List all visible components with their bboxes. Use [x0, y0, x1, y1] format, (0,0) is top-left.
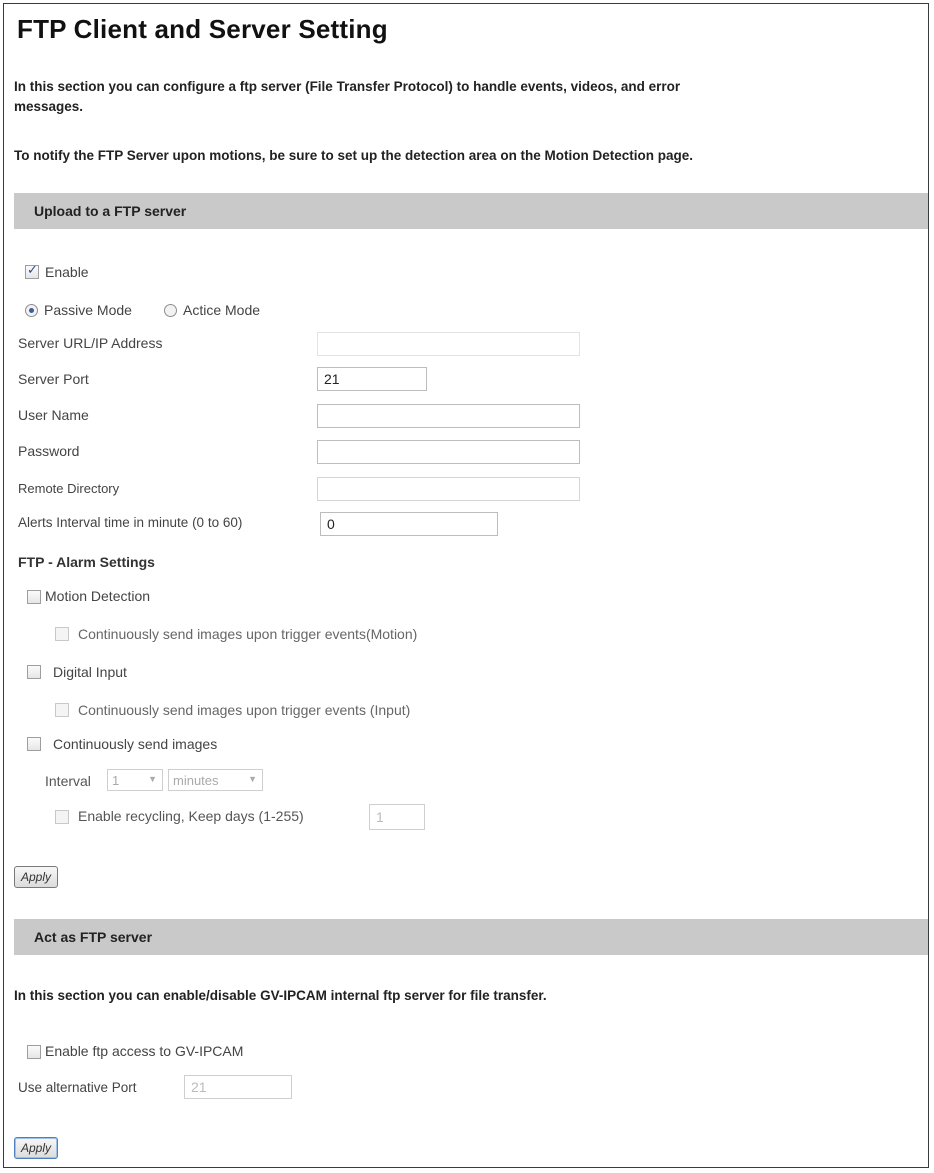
alerts-interval-label: Alerts Interval time in minute (0 to 60) — [18, 515, 243, 530]
upload-section-title: Upload to a FTP server — [34, 203, 187, 219]
enable-ftp-access-label: Enable ftp access to GV-IPCAM — [45, 1043, 244, 1059]
enable-recycling-checkbox[interactable] — [55, 810, 69, 824]
remote-directory-input[interactable] — [317, 477, 580, 501]
remote-directory-label: Remote Directory — [18, 481, 120, 496]
active-mode-radio[interactable] — [164, 304, 177, 317]
chevron-down-icon: ▼ — [248, 774, 257, 784]
input-continuous-checkbox[interactable] — [55, 703, 69, 717]
server-section-header — [14, 919, 928, 955]
server-url-input[interactable] — [317, 332, 580, 356]
recycling-days-input[interactable] — [369, 804, 425, 830]
alerts-interval-input[interactable] — [320, 512, 498, 536]
digital-input-label: Digital Input — [53, 664, 127, 680]
interval-label: Interval — [45, 773, 91, 789]
alternative-port-label: Use alternative Port — [18, 1080, 137, 1095]
continuous-send-checkbox[interactable] — [27, 737, 41, 751]
server-section-title: Act as FTP server — [34, 929, 153, 945]
server-url-label: Server URL/IP Address — [18, 335, 163, 351]
ftp-alarm-settings-heading: FTP - Alarm Settings — [18, 554, 155, 570]
user-name-label: User Name — [18, 407, 89, 423]
input-continuous-label: Continuously send images upon trigger events (Input) — [78, 702, 411, 718]
continuous-send-label: Continuously send images — [53, 736, 218, 752]
interval-unit-select[interactable] — [168, 769, 263, 791]
alternative-port-input[interactable] — [184, 1075, 292, 1099]
motion-notice-text: To notify the FTP Server upon motions, be sure to set up the detection area on the Motion Detection page. — [14, 148, 694, 163]
motion-continuous-label: Continuously send images upon trigger events(Motion) — [78, 626, 418, 642]
passive-mode-radio[interactable] — [25, 304, 38, 317]
server-port-input[interactable] — [317, 367, 427, 391]
enable-upload-checkbox[interactable] — [25, 265, 39, 279]
motion-detection-label: Motion Detection — [45, 588, 151, 604]
enable-upload-label: Enable — [45, 264, 89, 280]
password-label: Password — [18, 443, 80, 459]
server-intro-text: In this section you can enable/disable GV-IPCAM internal ftp server for file transfer. — [14, 988, 547, 1003]
password-input[interactable] — [317, 440, 580, 464]
active-mode-label: Actice Mode — [183, 302, 261, 318]
chevron-down-icon: ▼ — [148, 774, 157, 784]
user-name-input[interactable] — [317, 404, 580, 428]
motion-continuous-checkbox[interactable] — [55, 627, 69, 641]
apply-upload-button[interactable]: Apply — [14, 866, 58, 888]
apply-server-button[interactable]: Apply — [14, 1137, 58, 1159]
motion-detection-checkbox[interactable] — [27, 590, 41, 604]
interval-value-select[interactable] — [107, 769, 163, 791]
interval-unit-text: minutes — [173, 773, 219, 788]
upload-section-header — [14, 193, 928, 229]
page-title: FTP Client and Server Setting — [17, 14, 388, 44]
server-port-label: Server Port — [18, 371, 89, 387]
enable-recycling-label: Enable recycling, Keep days (1-255) — [78, 808, 304, 824]
intro-text-line2: messages. — [14, 99, 84, 114]
passive-mode-label: Passive Mode — [44, 302, 132, 318]
intro-text-line1: In this section you can configure a ftp server (File Transfer Protocol) to handle events, videos, and error — [14, 79, 681, 94]
digital-input-checkbox[interactable] — [27, 665, 41, 679]
interval-value-text: 1 — [112, 773, 120, 788]
enable-ftp-access-checkbox[interactable] — [27, 1045, 41, 1059]
